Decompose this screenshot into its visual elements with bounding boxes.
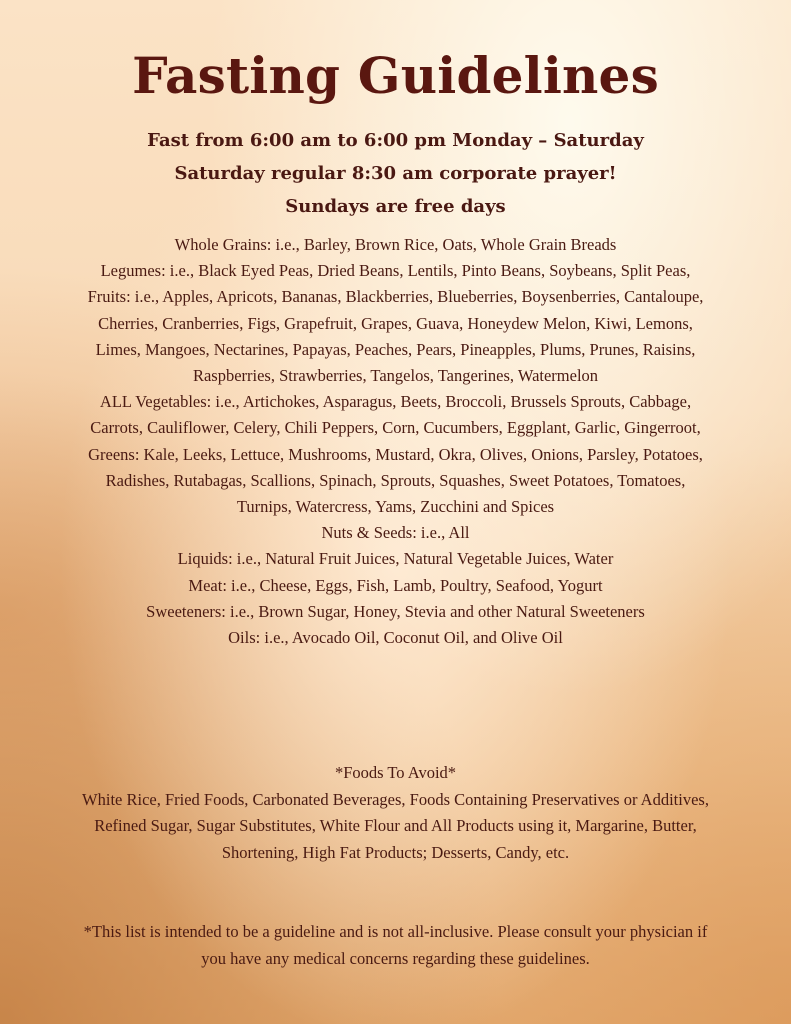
foods-to-avoid-section (70, 760, 721, 866)
food-category-legumes: Legumes: i.e., Black Eyed Peas, Dried Beans, Lentils, Pinto Beans, Soybeans, Split Peas, (100, 261, 691, 281)
fasting-schedule (0, 124, 791, 223)
food-category-nuts-seeds: Nuts & Seeds: i.e., All (321, 523, 470, 543)
allowed-foods-list (82, 232, 709, 651)
medical-disclaimer: *This list is intended to be a guideline and is not all-inclusive. Please consult your physician if you have any medical concerns regarding these guidelines. (83, 922, 708, 968)
food-category-meat: Meat: i.e., Cheese, Eggs, Fish, Lamb, Poultry, Seafood, Yogurt (188, 575, 603, 595)
page-title: Fasting Guidelines (132, 46, 659, 105)
schedule-saturday-prayer: Saturday regular 8:30 am corporate prayer! (174, 163, 617, 184)
schedule-hours: Fast from 6:00 am to 6:00 pm Monday – Saturday (147, 130, 644, 151)
food-category-sweeteners: Sweeteners: i.e., Brown Sugar, Honey, Stevia and other Natural Sweeteners (146, 601, 645, 621)
foods-to-avoid-list: White Rice, Fried Foods, Carbonated Beverages, Foods Containing Preservatives or Additives, Refined Sugar, Sugar Substitutes, White Flour and All Products using it, Margarine, Butter, Shortening, High Fat Products; Desserts, Candy, etc. (82, 789, 709, 862)
schedule-sundays: Sundays are free days (285, 196, 506, 217)
food-category-whole-grains: Whole Grains: i.e., Barley, Brown Rice, Oats, Whole Grain Breads (174, 235, 617, 254)
food-category-vegetables: ALL Vegetables: i.e., Artichokes, Asparagus, Beets, Broccoli, Brussels Sprouts, Cabbage, Carrots, Cauliflower, Celery, Chili Peppers, Corn, Cucumbers, Eggplant, Garlic, Gingerroot, Greens: Kale, Leeks, Lettuce, Mushrooms, Mustard, Okra, Olives, Onions, Parsley, Potatoes, Radishes, Rutabagas, Scallions, Spinach, Sprouts, Squashes, Sweet Potatoes, Tomatoes, Turnips, Watercress, Yams, Zucchini and Spices (88, 392, 703, 517)
food-category-liquids: Liquids: i.e., Natural Fruit Juices, Natural Vegetable Juices, Water (177, 549, 614, 569)
foods-to-avoid-heading: *Foods To Avoid* (334, 763, 457, 782)
food-category-fruits: Fruits: i.e., Apples, Apricots, Bananas, Blackberries, Blueberries, Boysenberries, Cantaloupe, Cherries, Cranberries, Figs, Grapefruit, Grapes, Guava, Honeydew Melon, Kiwi, Lemons, Limes, Mangoes, Nectarines, Papayas, Peaches, Pears, Pineapples, Plums, Prunes, Raisins, Raspberries, Strawberries, Tangelos, Tangerines, Watermelon (87, 287, 704, 386)
food-category-oils: Oils: i.e., Avocado Oil, Coconut Oil, and Olive Oil (228, 628, 563, 648)
